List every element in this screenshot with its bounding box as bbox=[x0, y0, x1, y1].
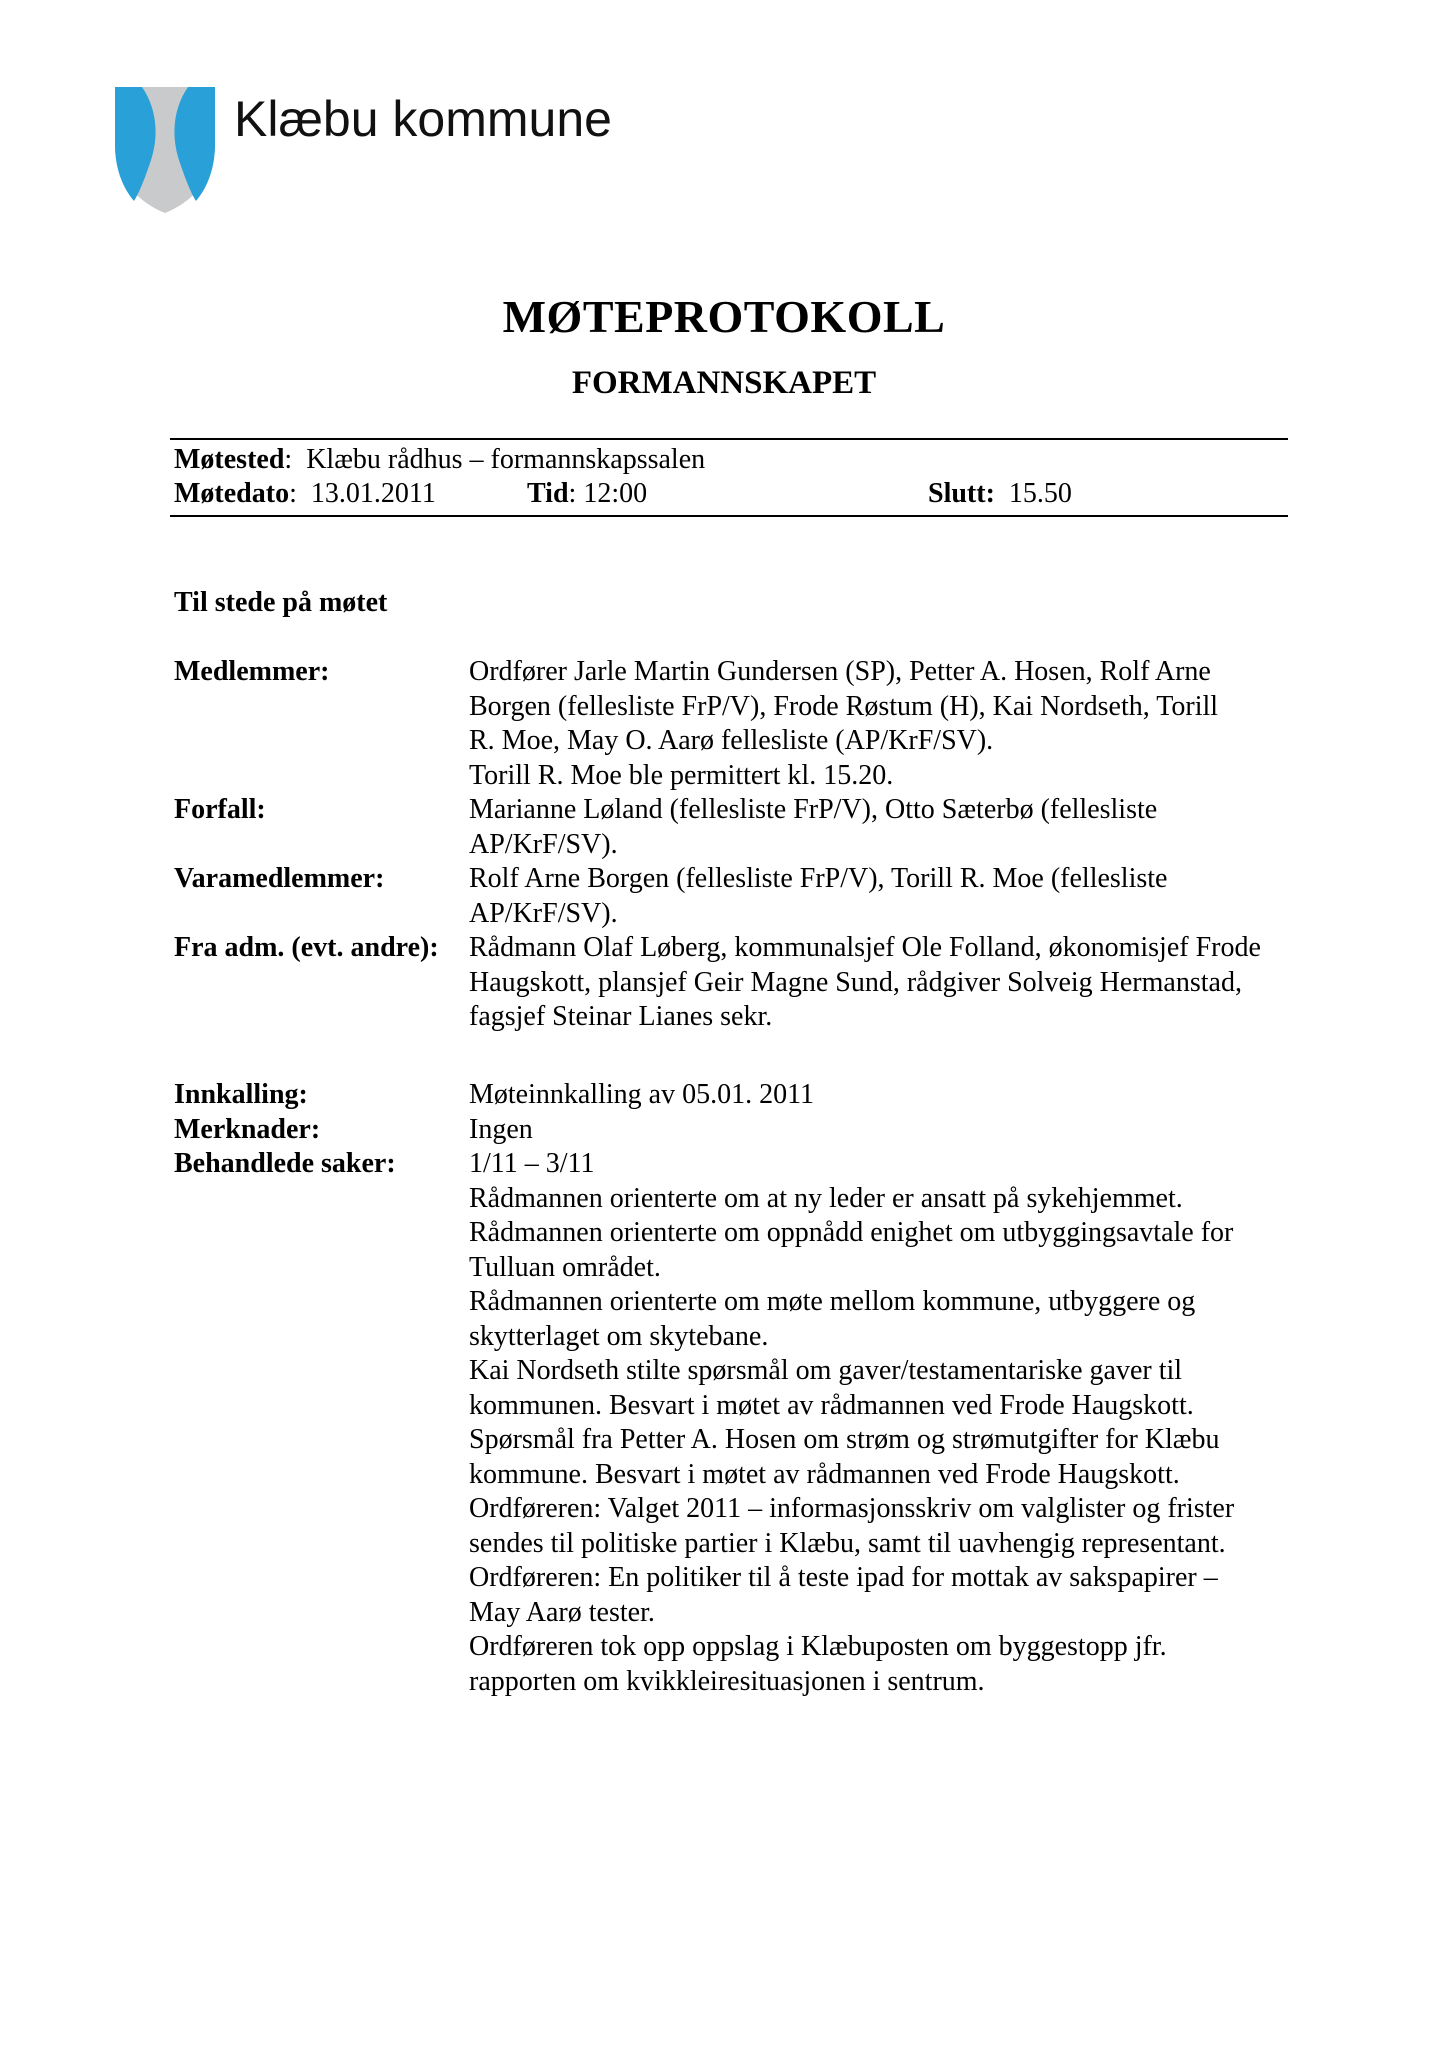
remarks-label: Merknader: bbox=[174, 1113, 321, 1145]
text-line: AP/KrF/SV). bbox=[469, 828, 618, 860]
text-line: May Aarø tester. bbox=[469, 1596, 655, 1628]
remarks-row bbox=[0, 1113, 1448, 1148]
cases-label: Behandlede saker: bbox=[174, 1148, 396, 1179]
text-line: Kai Nordseth stilte spørsmål om gaver/testamentariske gaver til bbox=[469, 1355, 1183, 1386]
attendance-block bbox=[0, 655, 1448, 1035]
attendance-heading: Til stede på møtet bbox=[174, 587, 388, 618]
meeting-place-row: Møtested: Klæbu rådhus – formannskapssalen bbox=[174, 444, 706, 475]
members-row bbox=[0, 655, 1448, 793]
admin-value bbox=[469, 931, 1289, 1035]
deputies-label: Varamedlemmer: bbox=[174, 863, 385, 894]
absent-row bbox=[0, 793, 1448, 862]
text-line: Torill R. Moe ble permittert kl. 15.20. bbox=[469, 759, 894, 791]
absent-value bbox=[469, 793, 1289, 862]
text-line: Spørsmål fra Petter A. Hosen om strøm og strømutgifter for Klæbu bbox=[469, 1424, 1220, 1455]
notice-row bbox=[0, 1078, 1448, 1113]
text-line: Rolf Arne Borgen (fellesliste FrP/V), Torill R. Moe (fellesliste bbox=[469, 863, 1168, 894]
deputies-row bbox=[0, 862, 1448, 931]
meeting-place-label: Møtested bbox=[174, 444, 285, 475]
text-line: Borgen (fellesliste FrP/V), Frode Røstum (H), Kai Nordseth, Torill bbox=[469, 690, 1219, 722]
text-line: Ordføreren: En politiker til å teste ipad for mottak av sakspapirer – bbox=[469, 1562, 1218, 1593]
text-line: skytterlaget om skytebane. bbox=[469, 1320, 769, 1352]
text-line: Tulluan området. bbox=[469, 1251, 661, 1283]
text-line: Ordføreren: Valget 2011 – informasjonsskriv om valglister og frister bbox=[469, 1493, 1235, 1524]
text-line: Marianne Løland (fellesliste FrP/V), Otto Sæterbø (fellesliste bbox=[469, 794, 1158, 825]
details-block bbox=[0, 1078, 1448, 1699]
admin-row bbox=[0, 931, 1448, 1035]
text-line: Ordfører Jarle Martin Gundersen (SP), Petter A. Hosen, Rolf Arne bbox=[469, 656, 1211, 687]
text-line: Rådmann Olaf Løberg, kommunalsjef Ole Folland, økonomisjef Frode bbox=[469, 932, 1261, 963]
text-line: Rådmannen orienterte om oppnådd enighet om utbyggingsavtale for bbox=[469, 1217, 1234, 1248]
text-line: Ordføreren tok opp oppslag i Klæbuposten om byggestopp jfr. bbox=[469, 1631, 1167, 1662]
divider-bottom bbox=[170, 515, 1288, 517]
meeting-end-value: 15.50 bbox=[1008, 478, 1072, 509]
remarks-value: Ingen bbox=[469, 1113, 533, 1145]
organization-name: Klæbu kommune bbox=[234, 91, 612, 147]
absent-label: Forfall: bbox=[174, 794, 266, 825]
text-line: rapporten om kvikkleiresituasjonen i sentrum. bbox=[469, 1665, 985, 1697]
letterhead bbox=[110, 85, 810, 215]
text-line: AP/KrF/SV). bbox=[469, 897, 618, 929]
meeting-time-value: 12:00 bbox=[583, 478, 648, 509]
meeting-place-value: Klæbu rådhus – formannskapssalen bbox=[306, 444, 706, 475]
members-label: Medlemmer: bbox=[174, 656, 330, 687]
cases-row bbox=[0, 1147, 1448, 1699]
text-line: R. Moe, May O. Aarø fellesliste (AP/KrF/SV). bbox=[469, 725, 994, 756]
text-line: sendes til politiske partier i Klæbu, samt til uavhengig representant. bbox=[469, 1527, 1226, 1559]
divider-top bbox=[170, 438, 1288, 440]
members-value bbox=[469, 655, 1289, 793]
text-line: Rådmannen orienterte om møte mellom kommune, utbyggere og bbox=[469, 1286, 1196, 1317]
meeting-end-label: Slutt: bbox=[928, 478, 995, 509]
document-subtitle: FORMANNSKAPET bbox=[571, 365, 877, 401]
admin-label: Fra adm. (evt. andre): bbox=[174, 932, 439, 963]
text-line: Haugskott, plansjef Geir Magne Sund, rådgiver Solveig Hermanstad, bbox=[469, 966, 1242, 998]
meeting-date-row: Møtedato: 13.01.2011 Tid: 12:00 Slutt: 15.50 bbox=[174, 478, 1072, 509]
meeting-time-label: Tid bbox=[527, 478, 569, 509]
text-line: fagsjef Steinar Lianes sekr. bbox=[469, 1001, 773, 1032]
text-line: 1/11 – 3/11 bbox=[469, 1148, 595, 1179]
deputies-value bbox=[469, 862, 1289, 931]
municipal-crest-logo bbox=[110, 85, 220, 215]
meeting-date-value: 13.01.2011 bbox=[310, 478, 436, 509]
cases-value bbox=[469, 1147, 1289, 1699]
meeting-date-label: Møtedato bbox=[174, 478, 290, 509]
text-line: Rådmannen orienterte om at ny leder er ansatt på sykehjemmet. bbox=[469, 1182, 1183, 1214]
notice-label: Innkalling: bbox=[174, 1079, 308, 1110]
document-title: MØTEPROTOKOLL bbox=[502, 291, 946, 342]
notice-value: Møteinnkalling av 05.01. 2011 bbox=[469, 1079, 815, 1110]
text-line: kommunen. Besvart i møtet av rådmannen ved Frode Haugskott. bbox=[469, 1389, 1194, 1421]
text-line: kommune. Besvart i møtet av rådmannen ved Frode Haugskott. bbox=[469, 1458, 1180, 1490]
